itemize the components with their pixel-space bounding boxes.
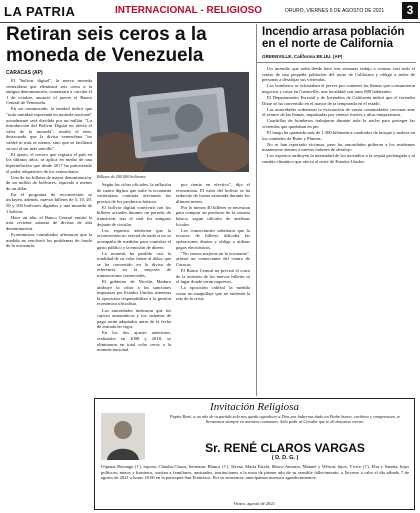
paragraph: El Banco Central no precisó el costo de la emisión de los nuevos billetes ni el lugar donde serán impresos. — [176, 267, 250, 285]
paragraph: Los expertos advierten que la reconversión no servirá de nada si no se acompaña de medidas para controlar el gasto público y la emisión de dinero. — [97, 227, 171, 250]
paragraph: El Departamento Forestal y de Incendios de California indicó que el incendio Dixie se ha convertido en el mayor de la temporada en el estado. — [262, 94, 415, 106]
paragraph: El fuego ha quemado más de 1.300 kilómetros cuadrados de bosque y maleza en los condados de Butte y Plumas. — [262, 130, 415, 141]
paragraph: En un comunicado, la entidad indicó que "toda cantidad expresada en moneda nacional" actualmente será dividida por un millón. "La introducción del Bolívar Digital no afecta el valor de la moneda", resaltó el ente, destacando que la divisa venezolana "no valdrá ni más ni menos, sino que se facilitará su uso al ser más sencillo". — [6, 106, 92, 151]
ad-subtitle: ( D. D. G. ) — [271, 455, 299, 461]
paragraph: Un incendio que ardía desde hace tres semanas redujo a cenizas casi todo el centro de una pequeña población del norte de California y obligó a miles de personas a desalojar sus viviendas. — [262, 66, 415, 83]
portrait-photo — [101, 413, 145, 460]
ad-body-text: Ulpiana Reynaga (†), esposa; Claudia Claros, hermana; Blanca (†), Teresa, María Estela, Marco Antonio, Manuel y Wilson, hijos; Víctor (†), Elsa y Sandra, hijos políticos; nietos y bisnietos, invitan a familiares, amistades, instituciones a la misa de primer año de su sensible fallecimiento, a llevarse a cabo el día sábado 7 de agosto de 2021 a horas 18:00 en la parroquia San Francisco. Por su asistencia, anticipamos nuestros agradecimientos. — [101, 464, 409, 481]
paragraph: por ciento en efectivo", dijo el economista. El valor del bolívar se ha reducido de forma sostenida durante los últimos meses. — [176, 182, 250, 204]
ad-deceased-name: Sr. RENÉ CLAROS VARGAS — [205, 441, 365, 455]
newspaper-logo: LA PATRIA — [4, 4, 76, 19]
paragraph: Hace un año, el Banco Central emitió la más reciente subasta de divisas de alta denominación. — [6, 214, 92, 231]
main-dateline: CARACAS (AP) — [6, 70, 43, 76]
article-column-2 — [97, 182, 171, 396]
paragraph: El ajuste, el tercero que registra el país en los últimos años, se aplica en medio de una hiperinflación que desde 2017 ha pulverizado el poder adquisitivo de los venezolanos. — [6, 151, 92, 174]
ad-verse: Papito René, a un año de tu partida solo nos queda agradecer a Dios por habernos dado un Padre bueno, cariñoso y comprensivo, te llevaremos siempre en nuestros corazones. Sólo pedir al Creador que te dé descanso eterno. — [169, 414, 400, 425]
paragraph: Los bomberos se esforzaban el jueves por contener las llamas que consumieron negocios y casas en Greenville, una localidad con unos 800 habitantes. — [262, 83, 415, 94]
paragraph: El gobierno de Nicolás Maduro atribuye la crisis a las sanciones impuestas por Estados Unidos, mientras la oposición responsabiliza a la gestión económica oficialista. — [97, 279, 171, 307]
side-dateline: GREENVILLE, California EE.UU. (AP) — [262, 54, 343, 59]
paragraph: La moneda ha perdido casi la totalidad de su valor frente al dólar, que se ha convertido en la divisa de referencia en la mayoría de transacciones comerciales. — [97, 250, 171, 278]
page-number: 3 — [402, 2, 418, 19]
paragraph: Uno de los billetes de mayor denominación, de un millón de bolívares, equivale a menos de un dólar. — [6, 174, 92, 191]
side-article — [262, 66, 415, 396]
column-divider — [256, 24, 257, 396]
religious-invitation-ad — [94, 398, 415, 510]
paragraph: En el programa de reconversión se incluyen, además, nuevos billetes de 5, 10, 20, 50 y 100 bolívares digitales y una moneda de 1 bolívar. — [6, 191, 92, 214]
paragraph: Economistas consultados afirmaron que la medida no resolverá los problemas de fondo de la economía. — [6, 232, 92, 249]
issue-date: ORURO, VIERNES 6 DE AGOSTO DE 2021 — [285, 8, 385, 14]
page-header — [0, 0, 420, 23]
paragraph: Los expertos atribuyen la intensidad de los incendios a la sequía prolongada y al cambio climático que afecta al oeste de Estados Unidos. — [262, 153, 415, 164]
paragraph: Las autoridades ordenaron la evacuación de varias comunidades cercanas ante el avance de las llamas, impulsadas por vientos fuertes y altas temperaturas. — [262, 106, 415, 118]
paragraph: Por lo menos 40 billetes se necesitan para comprar un producto de la canasta básica, según cálculos de analistas locales. — [176, 204, 250, 227]
ad-title: Invitación Religiosa — [210, 401, 299, 413]
paragraph: El bolívar digital convivirá con los billetes actuales durante un periodo de transición, tras el cual los antiguos dejarán de circular. — [97, 204, 171, 227]
side-divider — [256, 62, 416, 63]
paragraph: El "bolívar digital", la nueva moneda venezolana que eliminará seis ceros a la antigua denominación, comenzará a circular el 1 de octubre, anunció el jueves el Banco Central de Venezuela. — [6, 78, 92, 106]
banknotes-photo — [97, 72, 249, 172]
article-column-1 — [6, 78, 92, 396]
paragraph: Las autoridades indicaron que los cajeros automáticos y los sistemas de pago serán adaptados antes de la fecha de entrada en vigor. — [97, 307, 171, 330]
paragraph: "No vemos mejoras en la economía", afirmó un comerciante del centro de Caracas. — [176, 250, 250, 267]
section-title: INTERNACIONAL - RELIGIOSO — [115, 5, 263, 16]
photo-caption: Billetes de 200.000 bolívares — [97, 174, 146, 179]
paragraph: Según las cifras oficiales, la inflación de cuatro dígitos que sufre la economía venezolana continúa afectando los precios de los productos básicos. — [97, 182, 171, 204]
paragraph: Cuadrillas de bomberos trabajaron durante toda la noche para proteger las viviendas que quedaban en pie. — [262, 118, 415, 129]
paragraph: La oposición calificó la medida como un maquillaje que no enfrenta la raíz de la crisis. — [176, 285, 250, 302]
main-headline: Retiran seis ceros a la moneda de Venezuela — [6, 24, 207, 66]
paragraph: En los dos ajustes anteriores, realizados en 2008 y 2018, se eliminaron en total ocho ceros a la moneda nacional. — [97, 330, 171, 353]
paragraph: No se han reportado víctimas, pero las autoridades pidieron a los residentes mantenerse atentos a nuevas órdenes de desalojo. — [262, 141, 415, 153]
ad-signature: Oruro, agosto de 2021 — [233, 501, 276, 506]
paragraph: Los comerciantes señalaron que la escasez de billetes dificulta las operaciones diarias y obliga a utilizar pagos electrónicos. — [176, 227, 250, 250]
article-column-3 — [176, 182, 250, 396]
side-headline: Incendio arrasa población en el norte de California — [262, 26, 405, 50]
